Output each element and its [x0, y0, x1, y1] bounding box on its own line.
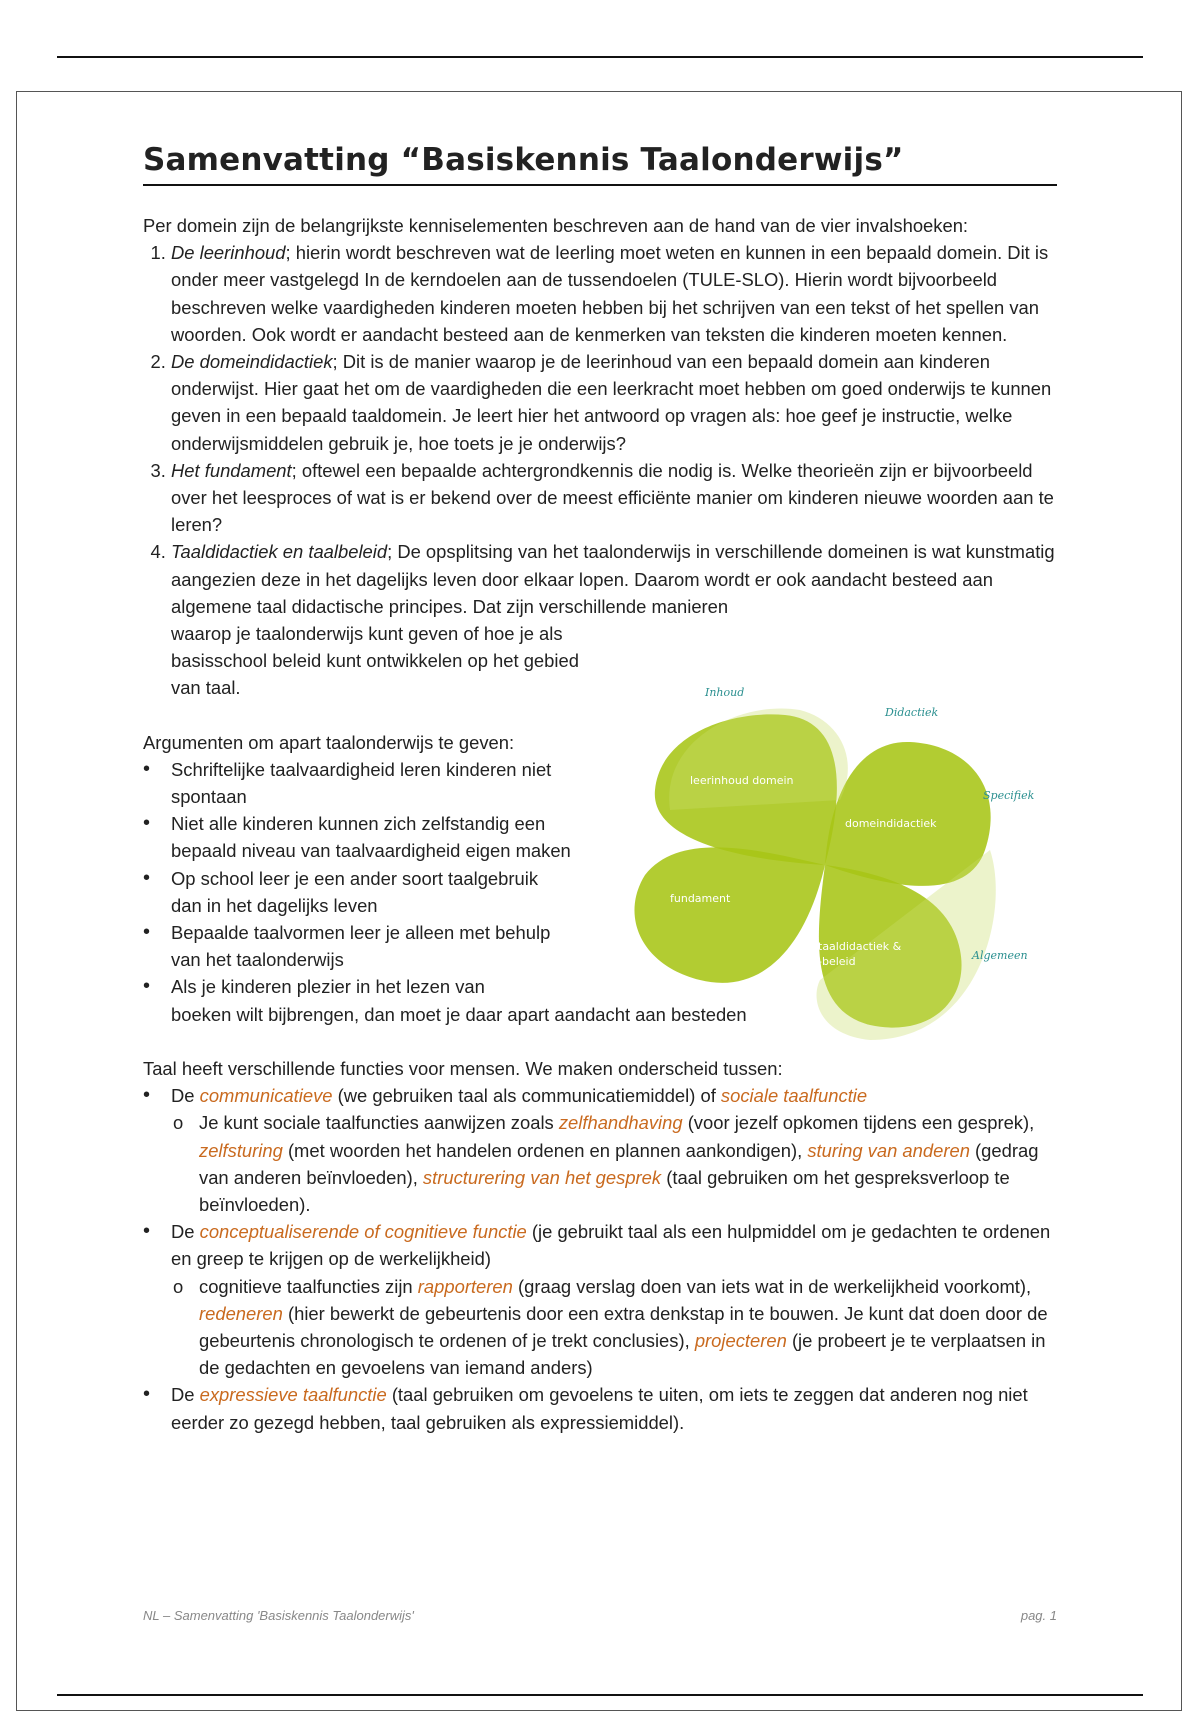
item-text: ; De opsplitsing van het taalonderwijs in verschillende domeinen is wat kunstmatig aangezien deze in het dagelijks leven door elkaar lopen. Daarom wordt er ook aandacht besteed aan algemene taal didactische principes. Dat zijn verschillende manieren: [171, 541, 1055, 617]
text: cognitieve taalfuncties zijn: [199, 1275, 418, 1297]
item-text-cont: waarop je taalonderwijs kunt geven of hoe je als basisschool beleid kunt ontwikkelen op het gebied van taal.: [171, 623, 579, 699]
axis-label-didactiek: Didactiek: [885, 706, 939, 719]
list-item: [171, 538, 1057, 701]
list-item: [171, 457, 1057, 539]
text: (je probeert je te verplaatsen in de gedachten en gevoelens van iemand anders): [199, 1329, 1046, 1379]
list-item: • Niet alle kinderen kunnen zich zelfstandig een bepaald niveau van taalvaardigheid eigen maken: [171, 810, 573, 864]
footer-rule: [57, 1694, 1143, 1696]
intro-text: Per domein zijn de belangrijkste kenniselementen beschreven aan de hand van de vier invalshoeken:: [143, 215, 969, 236]
text: (met woorden het handelen ordenen en plannen aankondigen),: [282, 1139, 808, 1161]
domains-list: [143, 239, 1057, 701]
highlight-term: communicatieve: [199, 1085, 333, 1107]
text: (taal gebruiken om het gespreksverloop te beïnvloeden).: [199, 1166, 1010, 1215]
text: (hier bewerkt de gebeurtenis door een extra denkstap in te bouwen. Je kunt dat doen door de gebeurtenis chronologisch te ordenen of je trekt conclusies),: [199, 1302, 1048, 1351]
text: (taal gebruiken om gevoelens te uiten, om iets te zeggen dat anderen nog niet eerder zo gezegd hebben, taal gebruiken als expressiemiddel).: [171, 1384, 1028, 1433]
highlight-term: rapporteren: [417, 1275, 513, 1297]
highlight-term: zelfsturing: [199, 1139, 283, 1161]
axis-label-algemeen: Algemeen: [972, 949, 1028, 962]
page-number: pag. 1: [1020, 1608, 1057, 1623]
leaf-glow: [669, 708, 848, 810]
text: (je gebruikt taal als een hulpmiddel om je gedachten te ordenen en greep te krijgen op de werkelijkheid): [171, 1221, 1051, 1270]
clover-diagram: [610, 680, 1040, 1060]
sub-list: [171, 1109, 1057, 1218]
page-footer: [143, 1608, 1057, 1623]
item-text: ; oftewel een bepaalde achtergrondkennis die nodig is. Welke theorieën zijn er bijvoorbeeld over het leesproces of wat is er bekend over de meest efficiënte manier om kinderen nieuwe woorden aan te leren?: [171, 459, 1054, 536]
leaf-label: taaldidactiek &: [818, 940, 902, 953]
functions-section: [143, 1055, 1057, 1436]
term: Taaldidactiek en taalbeleid: [171, 541, 388, 563]
text: De: [171, 1085, 200, 1107]
list-item: [171, 1218, 1057, 1381]
document-title: Samenvatting “Basiskennis Taalonderwijs”: [143, 140, 1057, 186]
list-item: [171, 1381, 1057, 1435]
highlight-term: expressieve taalfunctie: [199, 1384, 387, 1406]
axis-label-inhoud: Inhoud: [705, 686, 745, 699]
header-rule: [57, 56, 1143, 58]
sub-item: [199, 1109, 1057, 1218]
arguments-heading: Argumenten om apart taalonderwijs te geven:: [143, 731, 515, 753]
leaf-label: fundament: [670, 892, 731, 905]
highlight-term: projecteren: [694, 1329, 787, 1351]
text: (we gebruiken taal als communicatiemiddel) of: [332, 1085, 721, 1107]
list-item: [171, 1082, 1057, 1218]
text: De: [171, 1221, 200, 1243]
list-item: [171, 239, 1057, 348]
highlight-term: structurering van het gesprek: [422, 1166, 662, 1188]
sub-item: [199, 1273, 1057, 1382]
highlight-term: redeneren: [199, 1302, 283, 1324]
footer-title: NL – Samenvatting 'Basiskennis Taalonderwijs': [143, 1608, 414, 1623]
term: De leerinhoud: [171, 242, 286, 264]
text: De: [171, 1384, 200, 1406]
functions-list: [143, 1082, 1057, 1436]
leaf-fundament: [634, 847, 825, 983]
list-item: • Schriftelijke taalvaardigheid leren kinderen niet spontaan: [171, 756, 573, 810]
item-text: Als je kinderen plezier in het lezen van: [171, 976, 485, 998]
list-item: • Bepaalde taalvormen leer je alleen met behulp van het taalonderwijs: [171, 919, 573, 973]
item-text: ; Dit is de manier waarop je de leerinhoud van een bepaald domein aan kinderen onderwijst. Hier gaat het om de vaardigheden die een leerkracht moet hebben om goed onderwijs te kunnen geven in een bepaald taaldomein. Je leert hier het antwoord op vragen als: hoe geef je instructie, welke onderwijsmiddelen gebruik je, hoe toets je je onderwijs?: [171, 351, 1052, 454]
axis-label-specifiek: Specifiek: [983, 789, 1035, 802]
highlight-term: conceptualiserende of cognitieve functie: [199, 1221, 527, 1243]
functions-heading: Taal heeft verschillende functies voor mensen. We maken onderscheid tussen:: [143, 1057, 783, 1079]
item-text: ; hierin wordt beschreven wat de leerling moet weten en kunnen in een bepaald domein. Dit is onder meer vastgelegd In de kerndoelen aan de tussendoelen (TULE-SLO). Hierin wordt bijvoorbeeld beschreven welke vaardigheden kinderen moeten hebben bij het schrijven van een tekst of het spellen van woorden. Ook wordt er aandacht besteed aan de kenmerken van teksten die kinderen moeten kennen.: [171, 242, 1049, 345]
leaf-label: -beleid: [818, 955, 856, 968]
leaf-label: domeindidactiek: [845, 817, 937, 830]
sub-list: [171, 1273, 1057, 1382]
highlight-term: sturing van anderen: [807, 1139, 970, 1161]
highlight-term: sociale taalfunctie: [720, 1085, 868, 1107]
text: (gedrag van anderen beïnvloeden),: [199, 1139, 1039, 1188]
leaf-domeindidactiek: [825, 742, 991, 886]
highlight-term: zelfhandhaving: [558, 1112, 683, 1134]
item-text: boeken wilt bijbrengen, dan moet je daar apart aandacht aan besteden: [171, 1003, 747, 1025]
text: (graag verslag doen van iets wat in de werkelijkheid voorkomt),: [512, 1275, 1032, 1297]
leaf-label: leerinhoud domein: [690, 774, 794, 787]
list-item: [171, 348, 1057, 457]
list-item: • Op school leer je een ander soort taalgebruik dan in het dagelijks leven: [171, 865, 573, 919]
term: De domeindidactiek: [171, 351, 333, 373]
text: (voor jezelf opkomen tijdens een gesprek),: [682, 1112, 1035, 1134]
text: Je kunt sociale taalfuncties aanwijzen zoals: [199, 1112, 559, 1134]
list-item: [171, 973, 747, 1027]
term: Het fundament: [171, 459, 292, 481]
